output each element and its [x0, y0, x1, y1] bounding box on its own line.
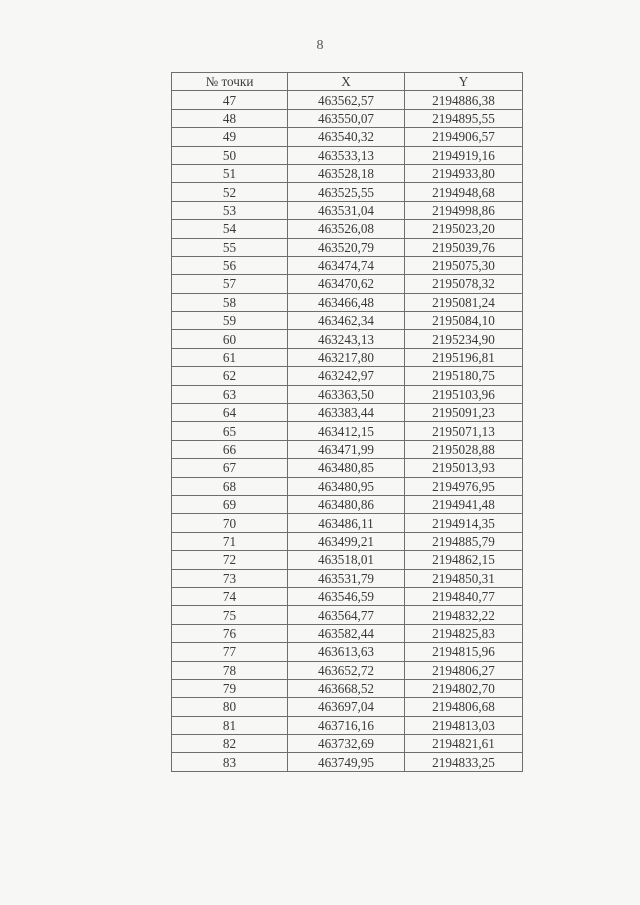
cell-x: 463531,04 [288, 201, 405, 219]
table-row [172, 606, 523, 624]
cell-point-number: 51 [172, 164, 288, 182]
table-row [172, 753, 523, 771]
table-row [172, 514, 523, 532]
table-row [172, 293, 523, 311]
cell-y: 2194840,77 [405, 587, 523, 605]
table-row [172, 661, 523, 679]
cell-point-number: 67 [172, 459, 288, 477]
cell-point-number: 70 [172, 514, 288, 532]
cell-y: 2194850,31 [405, 569, 523, 587]
cell-x: 463470,62 [288, 275, 405, 293]
cell-y: 2194832,22 [405, 606, 523, 624]
cell-point-number: 75 [172, 606, 288, 624]
cell-y: 2194919,16 [405, 146, 523, 164]
cell-x: 463480,86 [288, 495, 405, 513]
cell-point-number: 72 [172, 551, 288, 569]
table-row [172, 643, 523, 661]
cell-y: 2194886,38 [405, 91, 523, 109]
cell-y: 2194895,55 [405, 109, 523, 127]
cell-point-number: 56 [172, 256, 288, 274]
cell-x: 463525,55 [288, 183, 405, 201]
cell-x: 463462,34 [288, 312, 405, 330]
table-row [172, 164, 523, 182]
cell-point-number: 58 [172, 293, 288, 311]
cell-y: 2195023,20 [405, 220, 523, 238]
cell-y: 2194806,27 [405, 661, 523, 679]
cell-point-number: 60 [172, 330, 288, 348]
table-row [172, 532, 523, 550]
cell-x: 463526,08 [288, 220, 405, 238]
cell-x: 463533,13 [288, 146, 405, 164]
cell-point-number: 54 [172, 220, 288, 238]
header-x: X [288, 73, 405, 91]
table-row [172, 312, 523, 330]
cell-y: 2194802,70 [405, 679, 523, 697]
table-row [172, 495, 523, 513]
cell-point-number: 52 [172, 183, 288, 201]
cell-point-number: 76 [172, 624, 288, 642]
coordinates-table [171, 72, 523, 772]
cell-x: 463540,32 [288, 128, 405, 146]
table-row [172, 275, 523, 293]
cell-point-number: 48 [172, 109, 288, 127]
cell-x: 463217,80 [288, 348, 405, 366]
cell-y: 2194825,83 [405, 624, 523, 642]
cell-point-number: 77 [172, 643, 288, 661]
cell-y: 2195075,30 [405, 256, 523, 274]
cell-x: 463363,50 [288, 385, 405, 403]
cell-x: 463562,57 [288, 91, 405, 109]
cell-point-number: 63 [172, 385, 288, 403]
cell-x: 463471,99 [288, 440, 405, 458]
cell-y: 2194821,61 [405, 735, 523, 753]
table-row [172, 330, 523, 348]
cell-y: 2195039,76 [405, 238, 523, 256]
cell-point-number: 80 [172, 698, 288, 716]
cell-y: 2195103,96 [405, 385, 523, 403]
cell-x: 463480,85 [288, 459, 405, 477]
cell-x: 463242,97 [288, 367, 405, 385]
cell-point-number: 53 [172, 201, 288, 219]
table-row [172, 128, 523, 146]
cell-x: 463383,44 [288, 404, 405, 422]
cell-y: 2194906,57 [405, 128, 523, 146]
cell-x: 463499,21 [288, 532, 405, 550]
cell-y: 2194976,95 [405, 477, 523, 495]
cell-y: 2194885,79 [405, 532, 523, 550]
cell-x: 463582,44 [288, 624, 405, 642]
table-row [172, 348, 523, 366]
cell-x: 463474,74 [288, 256, 405, 274]
cell-x: 463546,59 [288, 587, 405, 605]
cell-y: 2194806,68 [405, 698, 523, 716]
cell-y: 2194815,96 [405, 643, 523, 661]
table-row [172, 587, 523, 605]
cell-y: 2194941,48 [405, 495, 523, 513]
cell-point-number: 47 [172, 91, 288, 109]
cell-x: 463749,95 [288, 753, 405, 771]
table-row [172, 367, 523, 385]
cell-y: 2194862,15 [405, 551, 523, 569]
table-row [172, 256, 523, 274]
table-row [172, 440, 523, 458]
cell-x: 463550,07 [288, 109, 405, 127]
table-row [172, 477, 523, 495]
cell-y: 2195081,24 [405, 293, 523, 311]
table-row [172, 551, 523, 569]
cell-x: 463518,01 [288, 551, 405, 569]
header-point-number: № точки [172, 73, 288, 91]
table-row [172, 109, 523, 127]
cell-x: 463613,63 [288, 643, 405, 661]
cell-y: 2195028,88 [405, 440, 523, 458]
cell-point-number: 73 [172, 569, 288, 587]
cell-x: 463480,95 [288, 477, 405, 495]
cell-y: 2195196,81 [405, 348, 523, 366]
cell-point-number: 59 [172, 312, 288, 330]
cell-x: 463528,18 [288, 164, 405, 182]
cell-point-number: 57 [172, 275, 288, 293]
cell-x: 463520,79 [288, 238, 405, 256]
cell-x: 463716,16 [288, 716, 405, 734]
table-row [172, 183, 523, 201]
cell-x: 463697,04 [288, 698, 405, 716]
cell-y: 2195180,75 [405, 367, 523, 385]
cell-y: 2194813,03 [405, 716, 523, 734]
cell-point-number: 65 [172, 422, 288, 440]
cell-y: 2195234,90 [405, 330, 523, 348]
table-row [172, 459, 523, 477]
cell-point-number: 79 [172, 679, 288, 697]
cell-x: 463564,77 [288, 606, 405, 624]
cell-point-number: 78 [172, 661, 288, 679]
table-row [172, 698, 523, 716]
table-row [172, 238, 523, 256]
table-header [172, 73, 523, 91]
cell-point-number: 81 [172, 716, 288, 734]
table-row [172, 679, 523, 697]
cell-y: 2194914,35 [405, 514, 523, 532]
cell-point-number: 55 [172, 238, 288, 256]
cell-x: 463732,69 [288, 735, 405, 753]
cell-x: 463466,48 [288, 293, 405, 311]
cell-point-number: 71 [172, 532, 288, 550]
cell-point-number: 49 [172, 128, 288, 146]
cell-x: 463243,13 [288, 330, 405, 348]
table-row [172, 201, 523, 219]
table-row [172, 735, 523, 753]
cell-x: 463668,52 [288, 679, 405, 697]
cell-point-number: 74 [172, 587, 288, 605]
cell-y: 2195071,13 [405, 422, 523, 440]
cell-y: 2195091,23 [405, 404, 523, 422]
cell-point-number: 64 [172, 404, 288, 422]
cell-y: 2194998,86 [405, 201, 523, 219]
cell-point-number: 62 [172, 367, 288, 385]
cell-point-number: 61 [172, 348, 288, 366]
cell-x: 463531,79 [288, 569, 405, 587]
cell-y: 2195084,10 [405, 312, 523, 330]
cell-point-number: 50 [172, 146, 288, 164]
cell-y: 2194948,68 [405, 183, 523, 201]
cell-point-number: 83 [172, 753, 288, 771]
table-row [172, 385, 523, 403]
cell-y: 2194833,25 [405, 753, 523, 771]
cell-y: 2195013,93 [405, 459, 523, 477]
cell-x: 463486,11 [288, 514, 405, 532]
table-row [172, 220, 523, 238]
cell-x: 463652,72 [288, 661, 405, 679]
page-number: 8 [316, 38, 324, 53]
header-row [172, 73, 523, 91]
cell-y: 2194933,80 [405, 164, 523, 182]
table-row [172, 716, 523, 734]
header-y: Y [405, 73, 523, 91]
table-row [172, 569, 523, 587]
cell-y: 2195078,32 [405, 275, 523, 293]
table-row [172, 91, 523, 109]
cell-point-number: 66 [172, 440, 288, 458]
cell-point-number: 68 [172, 477, 288, 495]
table-row [172, 624, 523, 642]
table-body [172, 91, 523, 771]
table-row [172, 422, 523, 440]
table-row [172, 404, 523, 422]
cell-point-number: 69 [172, 495, 288, 513]
cell-point-number: 82 [172, 735, 288, 753]
cell-x: 463412,15 [288, 422, 405, 440]
table-row [172, 146, 523, 164]
